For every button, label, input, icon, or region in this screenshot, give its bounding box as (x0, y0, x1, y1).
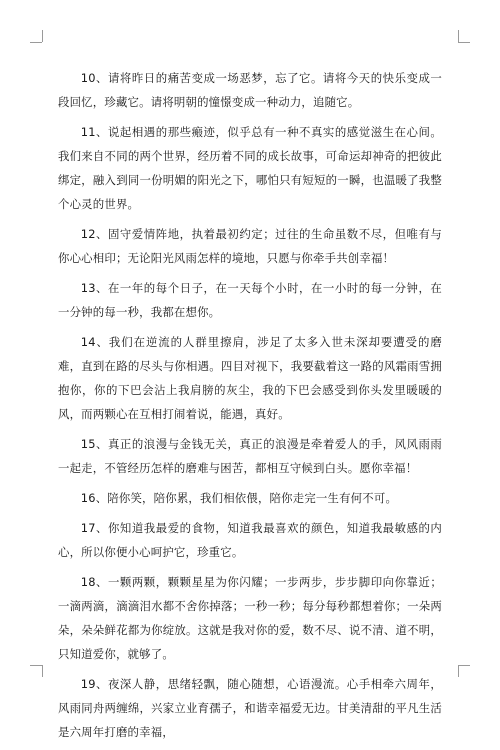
paragraph-18: 18、一颗两颗，颗颗星星为你闪耀；一步两步，步步脚印向你靠近；一滴两滴，滴滴泪水都不舍你掉落；一秒一秒；每分每秒都想着你；一朵两朵，朵朵鲜花都为你绽放。这就是我对你的爱，数不尽、说不清、道不明，只知道爱你，就够了。 (58, 575, 442, 661)
paragraph-17: 17、你知道我最爱的食物，知道我最喜欢的颜色，知道我最敏感的内心，所以你便小心呵护它，珍重它。 (58, 521, 442, 559)
paragraph-12: 12、固守爱情阵地，执着最初约定；过往的生命虽数不尽，但唯有与你心心相印；无论阳光风雨怎样的境地，只愿与你牵手共创幸福！ (58, 227, 442, 265)
paragraph-11: 11、说起相遇的那些瘢迹，似乎总有一种不真实的感觉滋生在心间。我们来自不同的两个世界，经历着不同的成长故事，可命运却神奇的把彼此绑定，融入到同一份明媚的阳光之下，哪怕只有短短的一瞬，也温暖了我整个心灵的世界。 (58, 125, 442, 211)
document-body (58, 66, 442, 750)
paragraph-15: 15、真正的浪漫与金钱无关，真正的浪漫是牵着爱人的手，风风雨雨一起走，不管经历怎样的磨难与困苦，都相互守候到白头。愿你幸福！ (58, 437, 442, 475)
paragraph-10: 10、请将昨日的痛苦变成一场恶梦，忘了它。请将今天的快乐变成一段回忆，珍藏它。请将明朝的憧憬变成一种动力，追随它。 (58, 71, 442, 109)
paragraph-14: 14、我们在逆流的人群里擦肩，涉足了太多入世未深却要遭受的磨难，直到在路的尽头与你相遇。四目对视下，我要截着这一路的风霜雨雪拥抱你，你的下巴会沾上我肩膀的灰尘，我的下巴会感受到你头发里暖暖的风，而两颗心在互相打闹着说，能遇，真好。 (58, 335, 442, 421)
paragraph-13: 13、在一年的每个日子，在一天每个小时，在一小时的每一分钟，在一分钟的每一秒，我都在想你。 (58, 281, 442, 319)
paragraph-19: 19、夜深人静，思绪轻飘，随心随想，心语漫流。心手相牵六周年，风雨同舟两缠绵，兴家立业育孺子，和谐幸福爱无边。甘美清甜的平凡生活是六周年打磨的幸福， (58, 677, 442, 739)
paragraph-16: 16、陪你笑，陪你累，我们相依偎，陪你走完一生有何不可。 (80, 491, 398, 505)
